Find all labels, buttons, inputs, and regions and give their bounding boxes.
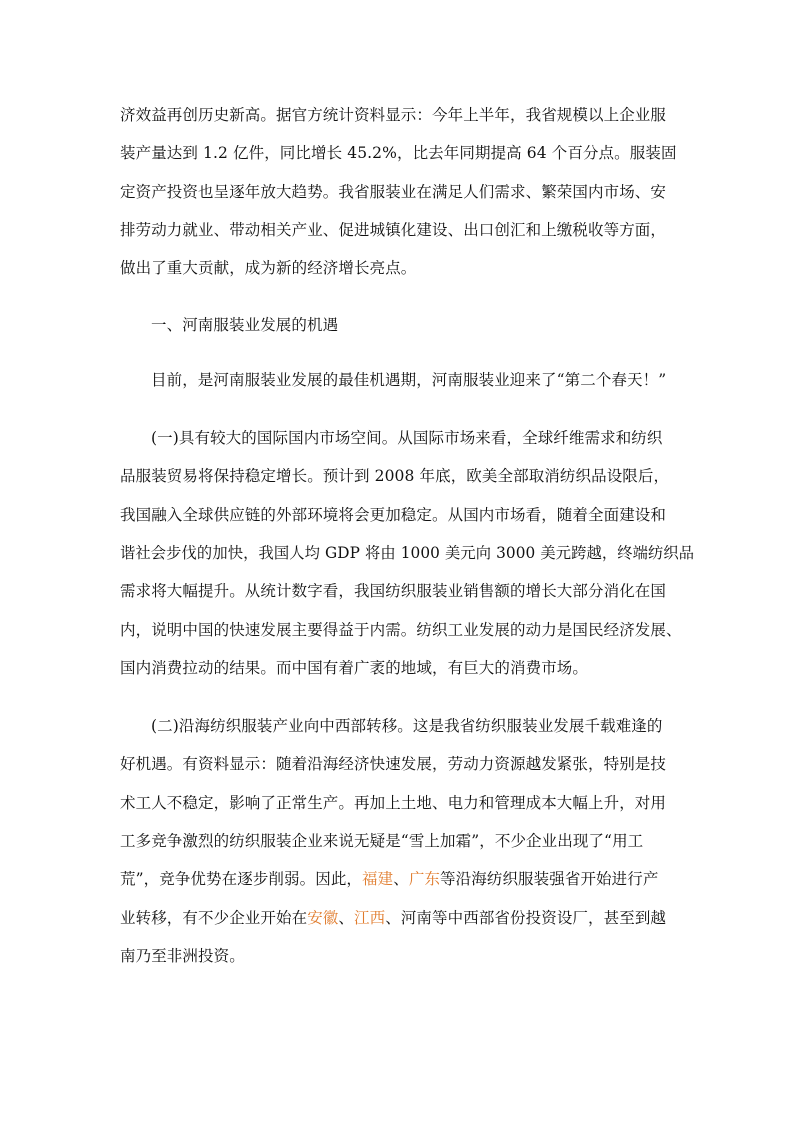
paragraph-line	[151, 716, 663, 736]
paragraph-line	[120, 946, 245, 966]
paragraph-line	[120, 831, 643, 851]
text-run: 谐社会步伐的加快，我国人均 GDP 将由 1000 美元向 3000 美元跨越，终端纺织品	[120, 544, 695, 562]
text-run: 、	[338, 909, 355, 927]
text-run: 国内消费拉动的结果。而中国有着广袤的地域，有巨大的消费市场。	[120, 659, 589, 677]
paragraph-line	[151, 370, 666, 390]
text-run: 南乃至非洲投资。	[120, 947, 245, 965]
text-run: 术工人不稳定，影响了正常生产。再加上土地、电力和管理成本大幅上升，对用	[120, 794, 667, 812]
text-run: 定资产投资也呈逐年放大趋势。我省服装业在满足人们需求、繁荣国内市场、安	[120, 183, 667, 201]
paragraph-line	[120, 220, 666, 240]
text-run: 需求将大幅提升。从统计数字看，我国纺织服装业销售额的增长大部分消化在国	[120, 582, 667, 600]
section-heading	[151, 315, 338, 335]
text-run: 品服装贸易将保持稳定增长。预计到 2008 年底，欧美全部取消纺织品设限后，	[120, 467, 670, 485]
paragraph-line	[120, 908, 666, 928]
text-run: 装产量达到 1.2 亿件，同比增长 45.2%，比去年同期提高 64 个百分点。服装固	[120, 144, 677, 162]
paragraph-line	[151, 428, 663, 448]
paragraph-line	[120, 258, 416, 278]
paragraph-line	[120, 182, 666, 202]
text-run: 目前，是河南服装业发展的最佳机遇期，河南服装业迎来了“第二个春天！”	[151, 371, 667, 389]
text-run: 好机遇。有资料显示：随着沿海经济快速发展，劳动力资源越发紧张，特别是技	[120, 755, 667, 773]
paragraph-line	[120, 658, 588, 678]
text-run: 做出了重大贡献，成为新的经济增长亮点。	[120, 259, 417, 277]
paragraph-line	[120, 543, 694, 563]
paragraph-line	[120, 581, 666, 601]
place-link[interactable]: 江西	[354, 909, 386, 927]
paragraph-line	[120, 466, 669, 486]
text-run: 业转移，有不少企业开始在	[120, 909, 308, 927]
text-run: 我国融入全球供应链的外部环境将会更加稳定。从国内市场看，随着全面建设和	[120, 506, 667, 524]
paragraph-line	[120, 869, 658, 889]
text-run: (二)沿海纺织服装产业向中西部转移。这是我省纺织服装业发展千载难逢的	[151, 717, 663, 735]
paragraph-line	[120, 620, 682, 640]
text-run: 等沿海纺织服装强省开始进行产	[440, 870, 659, 888]
place-link[interactable]: 安徽	[307, 909, 339, 927]
paragraph-line	[120, 143, 677, 163]
paragraph-line	[120, 754, 666, 774]
place-link[interactable]: 福建	[362, 870, 394, 888]
text-run: 、	[393, 870, 409, 888]
text-run: 荒”，竞争优势在逐步削弱。因此，	[120, 870, 363, 888]
place-link[interactable]: 广东	[408, 870, 441, 888]
paragraph-line	[120, 505, 666, 525]
text-run: (一)具有较大的国际国内市场空间。从国际市场来看，全球纤维需求和纺织	[151, 429, 663, 447]
text-run: 工多竞争激烈的纺织服装企业来说无疑是“雪上加霜”，不少企业出现了“用工	[120, 832, 644, 850]
text-run: 、河南等中西部省份投资设厂，甚至到越	[385, 909, 667, 927]
paragraph-line	[120, 793, 666, 813]
text-run: 一、河南服装业发展的机遇	[151, 316, 339, 334]
text-run: 济效益再创历史新高。据官方统计资料显示：今年上半年，我省规模以上企业服	[120, 106, 667, 124]
paragraph-line	[120, 105, 666, 125]
text-run: 内，说明中国的快速发展主要得益于内需。纺织工业发展的动力是国民经济发展、	[120, 621, 682, 639]
text-run: 排劳动力就业、带动相关产业、促进城镇化建设、出口创汇和上缴税收等方面，	[120, 221, 667, 239]
